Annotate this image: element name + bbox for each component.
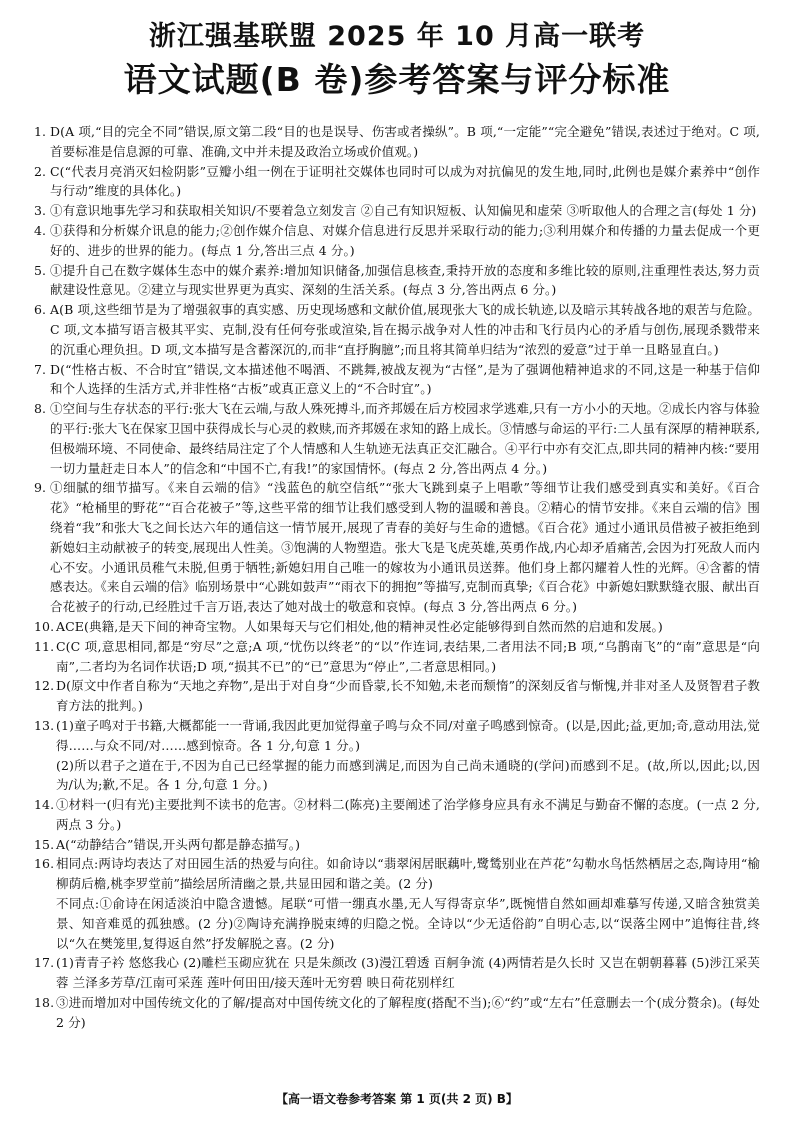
item-text-part-1: (1)童子鸣对于书籍,大概都能一一背诵,我因此更加觉得童子鸣与众不同/对童子鸣感到惊奇。(以是,因此;益,更加;奇,意动用法,觉得……与众不同/对……感到惊奇。各 1 分,句意 1 分。) — [56, 717, 760, 753]
answer-item-13 — [34, 716, 760, 795]
item-text-part-2: 不同点:①俞诗在闲适淡泊中隐含遗憾。尾联“可惜一绷真水墨,无人写得寄京华”,既惋惜自然如画却难摹写传递,又暗含独赏美景、知音难觅的孤独感。(2 分)②陶诗充满挣脱束缚的归隐之悦。全诗以“少无适俗韵”自明心志,以“误落尘网中”追悔往昔,终以“久在樊笼里,复得返自然”抒发解脱之喜。(2 分) — [56, 896, 760, 951]
item-number: 16. — [34, 856, 55, 872]
answer-list — [34, 122, 760, 1033]
answer-item-9 — [34, 478, 760, 617]
item-text: D(A 项,“目的完全不同”错误,原文第二段“目的也是误导、伤害或者操纵”。B 项,“一定能”“完全避免”错误,表述过于绝对。C 项,首要标准是信息源的可靠、准确,文中并未提及政治立场或价值观。) — [50, 124, 760, 159]
item-number: 1. — [34, 124, 47, 139]
item-text: D(“性格古板、不合时宜”错误,文本描述他不喝酒、不跳舞,被战友视为“古怪”,是为了强调他精神追求的不同,这是一种基于信仰和个人选择的生活方式,并非性格“古板”或真正意义上的“不合时宜”。) — [50, 361, 760, 397]
item-text: ①材料一(归有光)主要批判不读书的危害。②材料二(陈亮)主要阐述了治学修身应具有永不满足与勤奋不懈的态度。(一点 2 分,两点 3 分。) — [56, 797, 760, 832]
item-number: 18. — [34, 995, 55, 1011]
item-number: 5. — [34, 262, 47, 278]
item-text-part-1: 相同点:两诗均表达了对田园生活的热爱与向往。如俞诗以“翡翠闲居眠藕叶,鹭鸶别业在芦花”勾勒水鸟恬然栖居之态,陶诗用“榆柳荫后檐,桃李罗堂前”描绘居所清幽之景,共显田园和谐之美。(2 分) — [56, 856, 760, 892]
answer-item-14 — [34, 795, 760, 835]
item-text: ①提升自己在数字媒体生态中的媒介素养:增加知识储备,加强信息核查,秉持开放的态度和多维比较的原则,注重理性表达,努力贡献建设性意见。②建立与现实世界更为真实、深刻的生活关系。(每点 3 分,答出两点 6 分。) — [50, 262, 760, 298]
item-text: C(“代表月亮消灭妇检阴影”豆瓣小组一例在于证明社交媒体也同时可以成为对抗偏见的发生地,同时,此例也是媒介素养中“创作与行动”维度的具体化。) — [50, 163, 760, 199]
item-number: 15. — [34, 836, 55, 852]
item-number: 13. — [34, 717, 55, 733]
answer-item-12 — [34, 676, 760, 716]
answer-item-17 — [34, 953, 760, 993]
item-number: 10. — [34, 618, 55, 634]
answer-item-16 — [34, 854, 760, 953]
answer-item-15 — [34, 835, 760, 855]
item-number: 17. — [34, 955, 55, 971]
item-text: ①细腻的细节描写。《来自云端的信》“浅蓝色的航空信纸”“张大飞跳到桌子上唱歌”等细节让我们感受到真实和美好。《百合花》“枪桶里的野花”“百合花被子”等,这些平常的细节让我们感受到人物的温暖和善良。②精心的情节安排。《来自云端的信》围绕着“我”和张大飞之间长达六年的通信这一情节展开,展现了青春的美好与生命的遗憾。《百合花》通过小通讯员借被子被拒绝到新媳妇主动献被子的转变,展现出人性美。③饱满的人物塑造。张大飞是飞虎英雄,英勇作战,内心却矛盾痛苦,会因为打死敌人而内心不安。小通讯员稚气未脱,但勇于牺牲;新媳妇用自己唯一的嫁妆为小通讯员送葬。他们身上都闪耀着人性的光辉。④含蓄的情感表达。《来自云端的信》临别场景中“心跳如鼓声”“雨衣下的拥抱”等描写,克制而真挚;《百合花》中新媳妇默默缝衣服、献出百合花被子的行动,已经胜过千言万语,表达了她对战士的敬意和哀悼。(每点 3 分,答出两点 6 分。) — [50, 480, 760, 615]
item-number: 11. — [34, 638, 55, 654]
item-text: ①空间与生存状态的平行:张大飞在云端,与敌人殊死搏斗,而齐邦媛在后方校园求学逃难,只有一方小小的天地。②成长内容与体验的平行:张大飞在保家卫国中获得成长与心灵的救赎,而齐邦媛在求知的路上成长。③情感与命运的平行:二人虽有深厚的精神联系,但极端环境、不同使命、最终结局注定了个人情感和人生轨迹无法真正交汇融合。④平行中亦有交汇点,即共同的精神内核:“要用一切力量赶走日本人”的信念和“中国不亡,有我!”的家国情怀。(每点 2 分,答出两点 4 分。) — [50, 401, 760, 476]
page-footer: 【高一语文卷参考答案 第 1 页(共 2 页) B】 — [276, 1092, 518, 1106]
exam-title: 浙江强基联盟 2025 年 10 月高一联考 — [148, 21, 646, 52]
item-text: A(“动静结合”错误,开头两句都是静态描写。) — [56, 836, 301, 852]
item-number: 4. — [34, 222, 47, 238]
item-number: 2. — [34, 163, 47, 179]
answer-item-7 — [34, 360, 760, 400]
document-title: 语文试题(B 卷)参考答案与评分标准 — [123, 60, 671, 99]
item-number: 6. — [34, 302, 47, 318]
answer-item-3 — [34, 201, 760, 221]
item-text: A(B 项,这些细节是为了增强叙事的真实感、历史现场感和文献价值,展现张大飞的成长轨迹,以及暗示其转战各地的艰苦与危险。C 项,文本描写语言极其平实、克制,没有任何夸张或渲染,旨在揭示战争对人性的冲击和飞行员内心的矛盾与创伤,展现杀戮带来的沉重心理负担。D 项,文本描写是含蓄深沉的,而非“直抒胸臆”;而且将其简单归结为“浓烈的爱意”过于单一且略显直白。) — [50, 302, 760, 357]
item-text: ①有意识地事先学习和获取相关知识/不要着急立刻发言 ②自己有知识短板、认知偏见和虚荣 ③听取他人的合理之言(每处 1 分) — [50, 203, 757, 219]
item-text: (1)青青子衿 悠悠我心 (2)雕栏玉砌应犹在 只是朱颜改 (3)漫江碧透 百舸争流 (4)两情若是久长时 又岂在朝朝暮暮 (5)涉江采芙蓉 兰泽多芳草/江南可采莲 莲叶何田田/接天莲叶无穷碧 映日荷花别样红 — [56, 955, 760, 991]
item-number: 3. — [34, 203, 47, 219]
item-number: 9. — [34, 480, 47, 496]
answer-item-8 — [34, 399, 760, 478]
item-number: 14. — [34, 797, 55, 813]
answer-item-2 — [34, 162, 760, 202]
item-number: 12. — [34, 678, 55, 694]
item-text: ①获得和分析媒介讯息的能力;②创作媒介信息、对媒介信息进行反思并采取行动的能力;③利用媒介和传播的力量去促成一个更好的、进步的世界的能力。(每点 1 分,答出三点 4 分。) — [50, 222, 760, 258]
item-number: 8. — [34, 401, 47, 417]
item-text: ③进而增加对中国传统文化的了解/提高对中国传统文化的了解程度(搭配不当);⑥“约”或“左右”任意删去一个(成分赘余)。(每处 2 分) — [56, 995, 760, 1030]
item-text-part-2: (2)所以君子之道在于,不因为自己已经掌握的能力而感到满足,而因为自己尚未通晓的(学问)而感到不足。(故,所以,因此;以,因为/认为;歉,不足。各 1 分,句意 1 分。) — [56, 757, 760, 793]
answer-item-5 — [34, 261, 760, 301]
answer-item-4 — [34, 221, 760, 261]
item-text: C(C 项,意思相同,都是“穷尽”之意;A 项,“忧伤以终老”的“以”作连词,表结果,二者用法不同;B 项,“乌鹊南飞”的“南”意思是“向南”,二者均为名词作状语;D 项,“损其不已”的“已”意思为“停止”,二者意思相同。) — [56, 638, 760, 674]
answer-item-6 — [34, 300, 760, 359]
answer-item-1 — [34, 122, 760, 162]
item-text: D(原文中作者自称为“天地之弃物”,是出于对自身“少而昏蒙,长不知勉,未老而颓惰”的深刻反省与惭愧,并非对圣人及贤智君子教育方法的批判。) — [56, 678, 760, 714]
answer-item-11 — [34, 637, 760, 677]
answer-item-10 — [34, 617, 760, 637]
item-number: 7. — [34, 361, 47, 377]
item-text: ACE(典籍,是天下间的神奇宝物。人如果每天与它们相处,他的精神灵性必定能够得到自然而然的启迪和发展。) — [56, 618, 663, 634]
answer-item-18 — [34, 993, 760, 1033]
